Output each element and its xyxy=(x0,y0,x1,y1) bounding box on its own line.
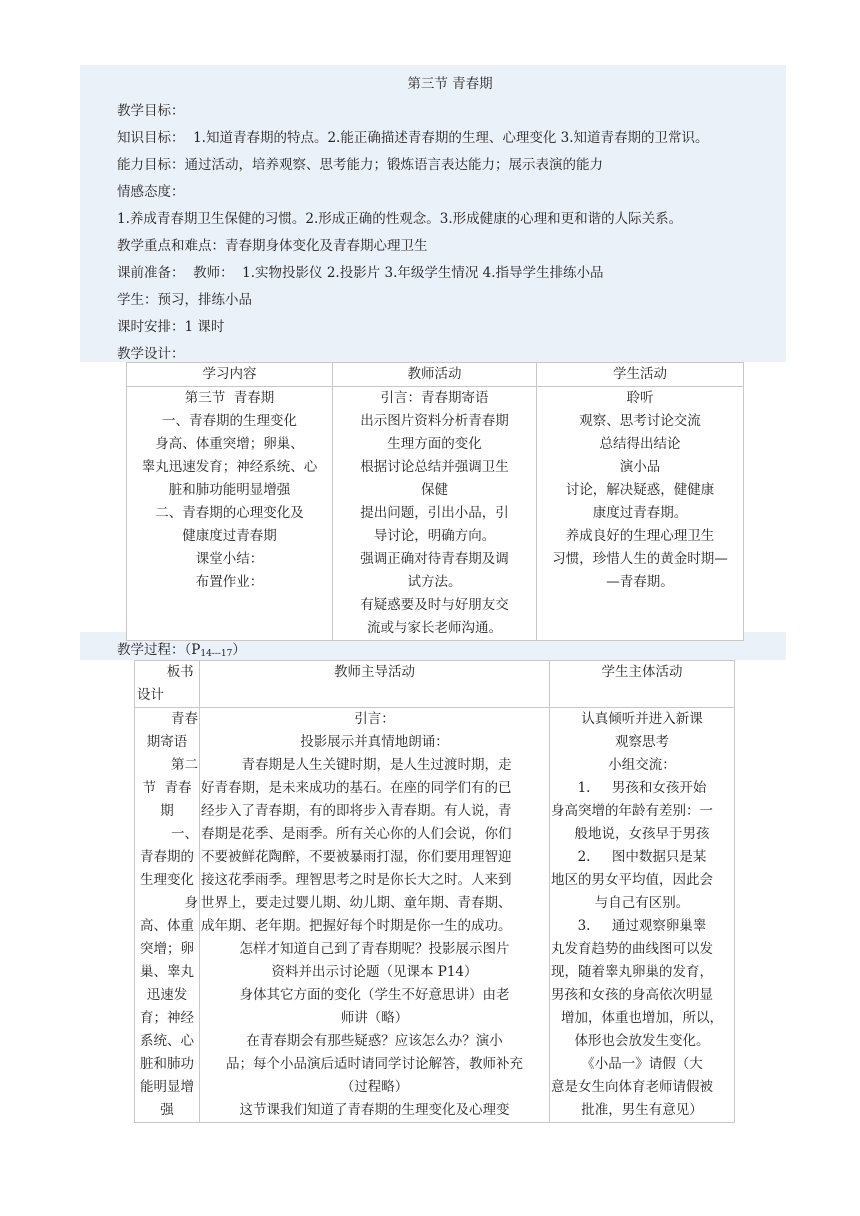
process-heading-close: ） xyxy=(232,642,246,658)
board-line: 强 xyxy=(160,1102,174,1118)
ability-goal: 能力目标：通过活动，培养观察、思考能力；锻炼语言表达能力；展示表演的能力 xyxy=(117,157,603,173)
teacher-line: 好青春期，是未来成功的基石。在座的同学们有的已 xyxy=(201,780,512,796)
design-line: 流或与家长老师沟通。 xyxy=(367,620,502,636)
student-line: 《小品一》请假（大 xyxy=(581,1056,703,1072)
student-line: 批准，男生有意见） xyxy=(581,1102,703,1118)
design-table-header-row xyxy=(127,363,744,387)
board-line: 生理变化 xyxy=(140,872,194,888)
board-line: 育；神经 xyxy=(140,1010,194,1026)
process-table-header-row xyxy=(135,661,735,708)
student-line: 男孩和女孩的身高依次明显 xyxy=(551,987,713,1003)
design-table-body-row xyxy=(127,387,744,641)
design-line: 导讨论，明确方向。 xyxy=(373,528,496,544)
teacher-line: （过程略） xyxy=(340,1079,409,1095)
teacher-line: 师讲（略） xyxy=(340,1010,409,1026)
design-line: —青春期。 xyxy=(606,574,674,590)
design-col-student xyxy=(537,387,744,641)
board-line: 脏和肺功 xyxy=(140,1056,194,1072)
design-header-student: 学生活动 xyxy=(537,363,744,387)
teacher-line: 资料并出示讨论题（见课本 P14） xyxy=(271,964,478,980)
student-line: 意是女生向体育老师请假被 xyxy=(551,1079,713,1095)
design-line: 生理方面的变化 xyxy=(387,436,482,452)
teacher-line: 引言： xyxy=(354,711,395,727)
teacher-line: 成年期、老年期。把握好每个时期是你一生的成功。 xyxy=(201,918,512,934)
design-line: 总结得出结论 xyxy=(599,436,681,452)
design-line: 出示图片资料分析青春期 xyxy=(360,413,509,429)
design-line: 课堂小结： xyxy=(195,551,264,567)
board-line: 一、 xyxy=(171,826,198,842)
teacher-line: 在青春期会有那些疑惑？应该怎么办？演小 xyxy=(246,1033,503,1049)
student-line: 体形也会放发生变化。 xyxy=(574,1033,710,1049)
design-line: 有疑惑要及时与好朋友交 xyxy=(360,597,509,613)
design-line: 保健 xyxy=(421,482,448,498)
board-line: 节 青春 xyxy=(142,780,192,796)
board-line: 突增；卵 xyxy=(140,941,194,957)
student-line: 小组交流： xyxy=(608,757,676,773)
teacher-line: 品；每个小品演后适时请同学讨论解答，教师补充 xyxy=(226,1056,523,1072)
design-line: 脏和肺功能明显增强 xyxy=(168,482,291,498)
board-line: 青春 xyxy=(171,711,198,727)
board-line: 巢、睾丸 xyxy=(140,964,194,980)
teacher-line: 接这花季雨季。理智思考之时是你长大之时。人来到 xyxy=(201,872,512,888)
board-line: 期寄语 xyxy=(146,734,188,750)
design-line: 布置作业： xyxy=(195,574,264,590)
process-header-board xyxy=(135,661,200,708)
student-line: 增加，体重也增加，所以， xyxy=(561,1010,723,1026)
design-line: 习惯，珍惜人生的黄金时期— xyxy=(552,551,728,567)
design-line: 聆听 xyxy=(626,390,654,406)
process-heading-pages: 14---17 xyxy=(200,649,233,659)
teacher-line: 投影展示并真情地朗诵： xyxy=(300,734,449,750)
page-title: 第三节 青春期 xyxy=(407,76,493,92)
design-header-teacher: 教师活动 xyxy=(333,363,537,387)
student-line: 3. 通过观察卵巢睾 xyxy=(577,918,707,934)
objectives-heading: 教学目标： xyxy=(117,103,185,119)
student-line: 身高突增的年龄有差别：一 xyxy=(551,803,713,819)
prep-teacher: 课前准备： 教师： 1.实物投影仪 2.投影片 3.年级学生情况 4.指导学生排练小品 xyxy=(117,265,604,281)
student-line: 认真倾听并进入新课 xyxy=(581,711,703,727)
design-line: 讨论，解决疑惑，健健康 xyxy=(565,482,715,498)
process-table-body-row xyxy=(135,708,735,1123)
process-header-teacher: 教师主导活动 xyxy=(200,661,550,708)
board-line: 青春期的 xyxy=(140,849,194,865)
design-line: 演小品 xyxy=(619,459,661,475)
key-points: 教学重点和难点：青春期身体变化及青春期心理卫生 xyxy=(117,238,428,254)
student-line: 2. 图中数据只是某 xyxy=(577,849,707,865)
process-col-student xyxy=(550,708,735,1123)
schedule: 课时安排：1 课时 xyxy=(117,319,225,335)
student-line: 现，随着睾丸卵巢的发育， xyxy=(551,964,713,980)
board-line: 身 xyxy=(184,895,198,911)
design-line: 强调正确对待青春期及调 xyxy=(360,551,509,567)
design-line: 睾丸迅速发育；神经系统、心 xyxy=(141,459,318,475)
student-line: 般地说，女孩早于男孩 xyxy=(574,826,710,842)
design-line: 一、青春期的生理变化 xyxy=(162,413,297,429)
teacher-line: 青春期是人生关键时期，是人生过渡时期，走 xyxy=(241,757,512,773)
process-heading-text: 教学过程：（P xyxy=(117,642,201,658)
process-header-board-text: 板书设计 xyxy=(137,664,194,703)
board-line: 迅速发 xyxy=(146,987,188,1003)
design-line: 第三节 青春期 xyxy=(184,390,275,406)
prep-student: 学生：预习，排练小品 xyxy=(117,292,252,308)
board-line: 能明显增 xyxy=(140,1079,194,1095)
teacher-line: 世界上，要走过婴儿期、幼儿期、童年期、青春期、 xyxy=(201,895,512,911)
design-line: 根据讨论总结并强调卫生 xyxy=(360,459,509,475)
teacher-line: 怎样才知道自己到了青春期呢？投影展示图片 xyxy=(239,941,510,957)
process-col-teacher xyxy=(200,708,550,1123)
board-line: 系统、心 xyxy=(140,1033,194,1049)
design-header-content: 学习内容 xyxy=(127,363,333,387)
teacher-line: 经步入了青春期，有的即将步入青春期。有人说，青 xyxy=(201,803,512,819)
design-line: 引言：青春期寄语 xyxy=(380,390,489,406)
design-line: 观察、思考讨论交流 xyxy=(579,413,701,429)
emotion-heading: 情感态度： xyxy=(117,184,185,200)
student-line: 丸发育趋势的曲线图可以发 xyxy=(551,941,713,957)
emotion-goal: 1.养成青春期卫生保健的习惯。2.形成正确的性观念。3.形成健康的心理和更和谐的人际关系。 xyxy=(117,211,683,227)
design-line: 试方法。 xyxy=(407,574,462,590)
design-line: 养成良好的生理心理卫生 xyxy=(565,528,715,544)
design-col-teacher xyxy=(333,387,537,641)
student-line: 与自己有区别。 xyxy=(594,895,690,911)
student-line: 地区的男女平均值，因此会 xyxy=(551,872,713,888)
process-col-board xyxy=(135,708,200,1123)
design-heading: 教学设计： xyxy=(117,346,185,362)
design-line: 提出问题，引出小品，引 xyxy=(360,505,509,521)
student-line: 观察思考 xyxy=(615,734,669,750)
design-line: 身高、体重突增；卵巢、 xyxy=(155,436,304,452)
design-col-content xyxy=(127,387,333,641)
design-line: 健康度过青春期 xyxy=(182,528,277,544)
design-table xyxy=(126,362,744,641)
student-line: 1. 男孩和女孩开始 xyxy=(577,780,707,796)
board-line: 期 xyxy=(160,803,174,819)
design-line: 康度过青春期。 xyxy=(592,505,688,521)
board-line: 第二 xyxy=(171,757,198,773)
teacher-line: 这节课我们知道了青春期的生理变化及心理变 xyxy=(239,1102,510,1118)
board-line: 高、体重 xyxy=(140,918,194,934)
teacher-line: 身体其它方面的变化（学生不好意思讲）由老 xyxy=(239,987,510,1003)
process-table xyxy=(134,660,735,1123)
teacher-line: 春期是花季、是雨季。所有关心你的人们会说，你们 xyxy=(201,826,512,842)
design-line: 二、青春期的心理变化及 xyxy=(155,505,304,521)
teacher-line: 不要被鲜花陶醉，不要被暴雨打湿，你们要用理智迎 xyxy=(201,849,512,865)
knowledge-goal: 知识目标： 1.知道青春期的特点。2.能正确描述青春期的生理、心理变化 3.知道青春期的卫常识。 xyxy=(117,130,709,146)
process-header-student: 学生主体活动 xyxy=(550,661,735,708)
